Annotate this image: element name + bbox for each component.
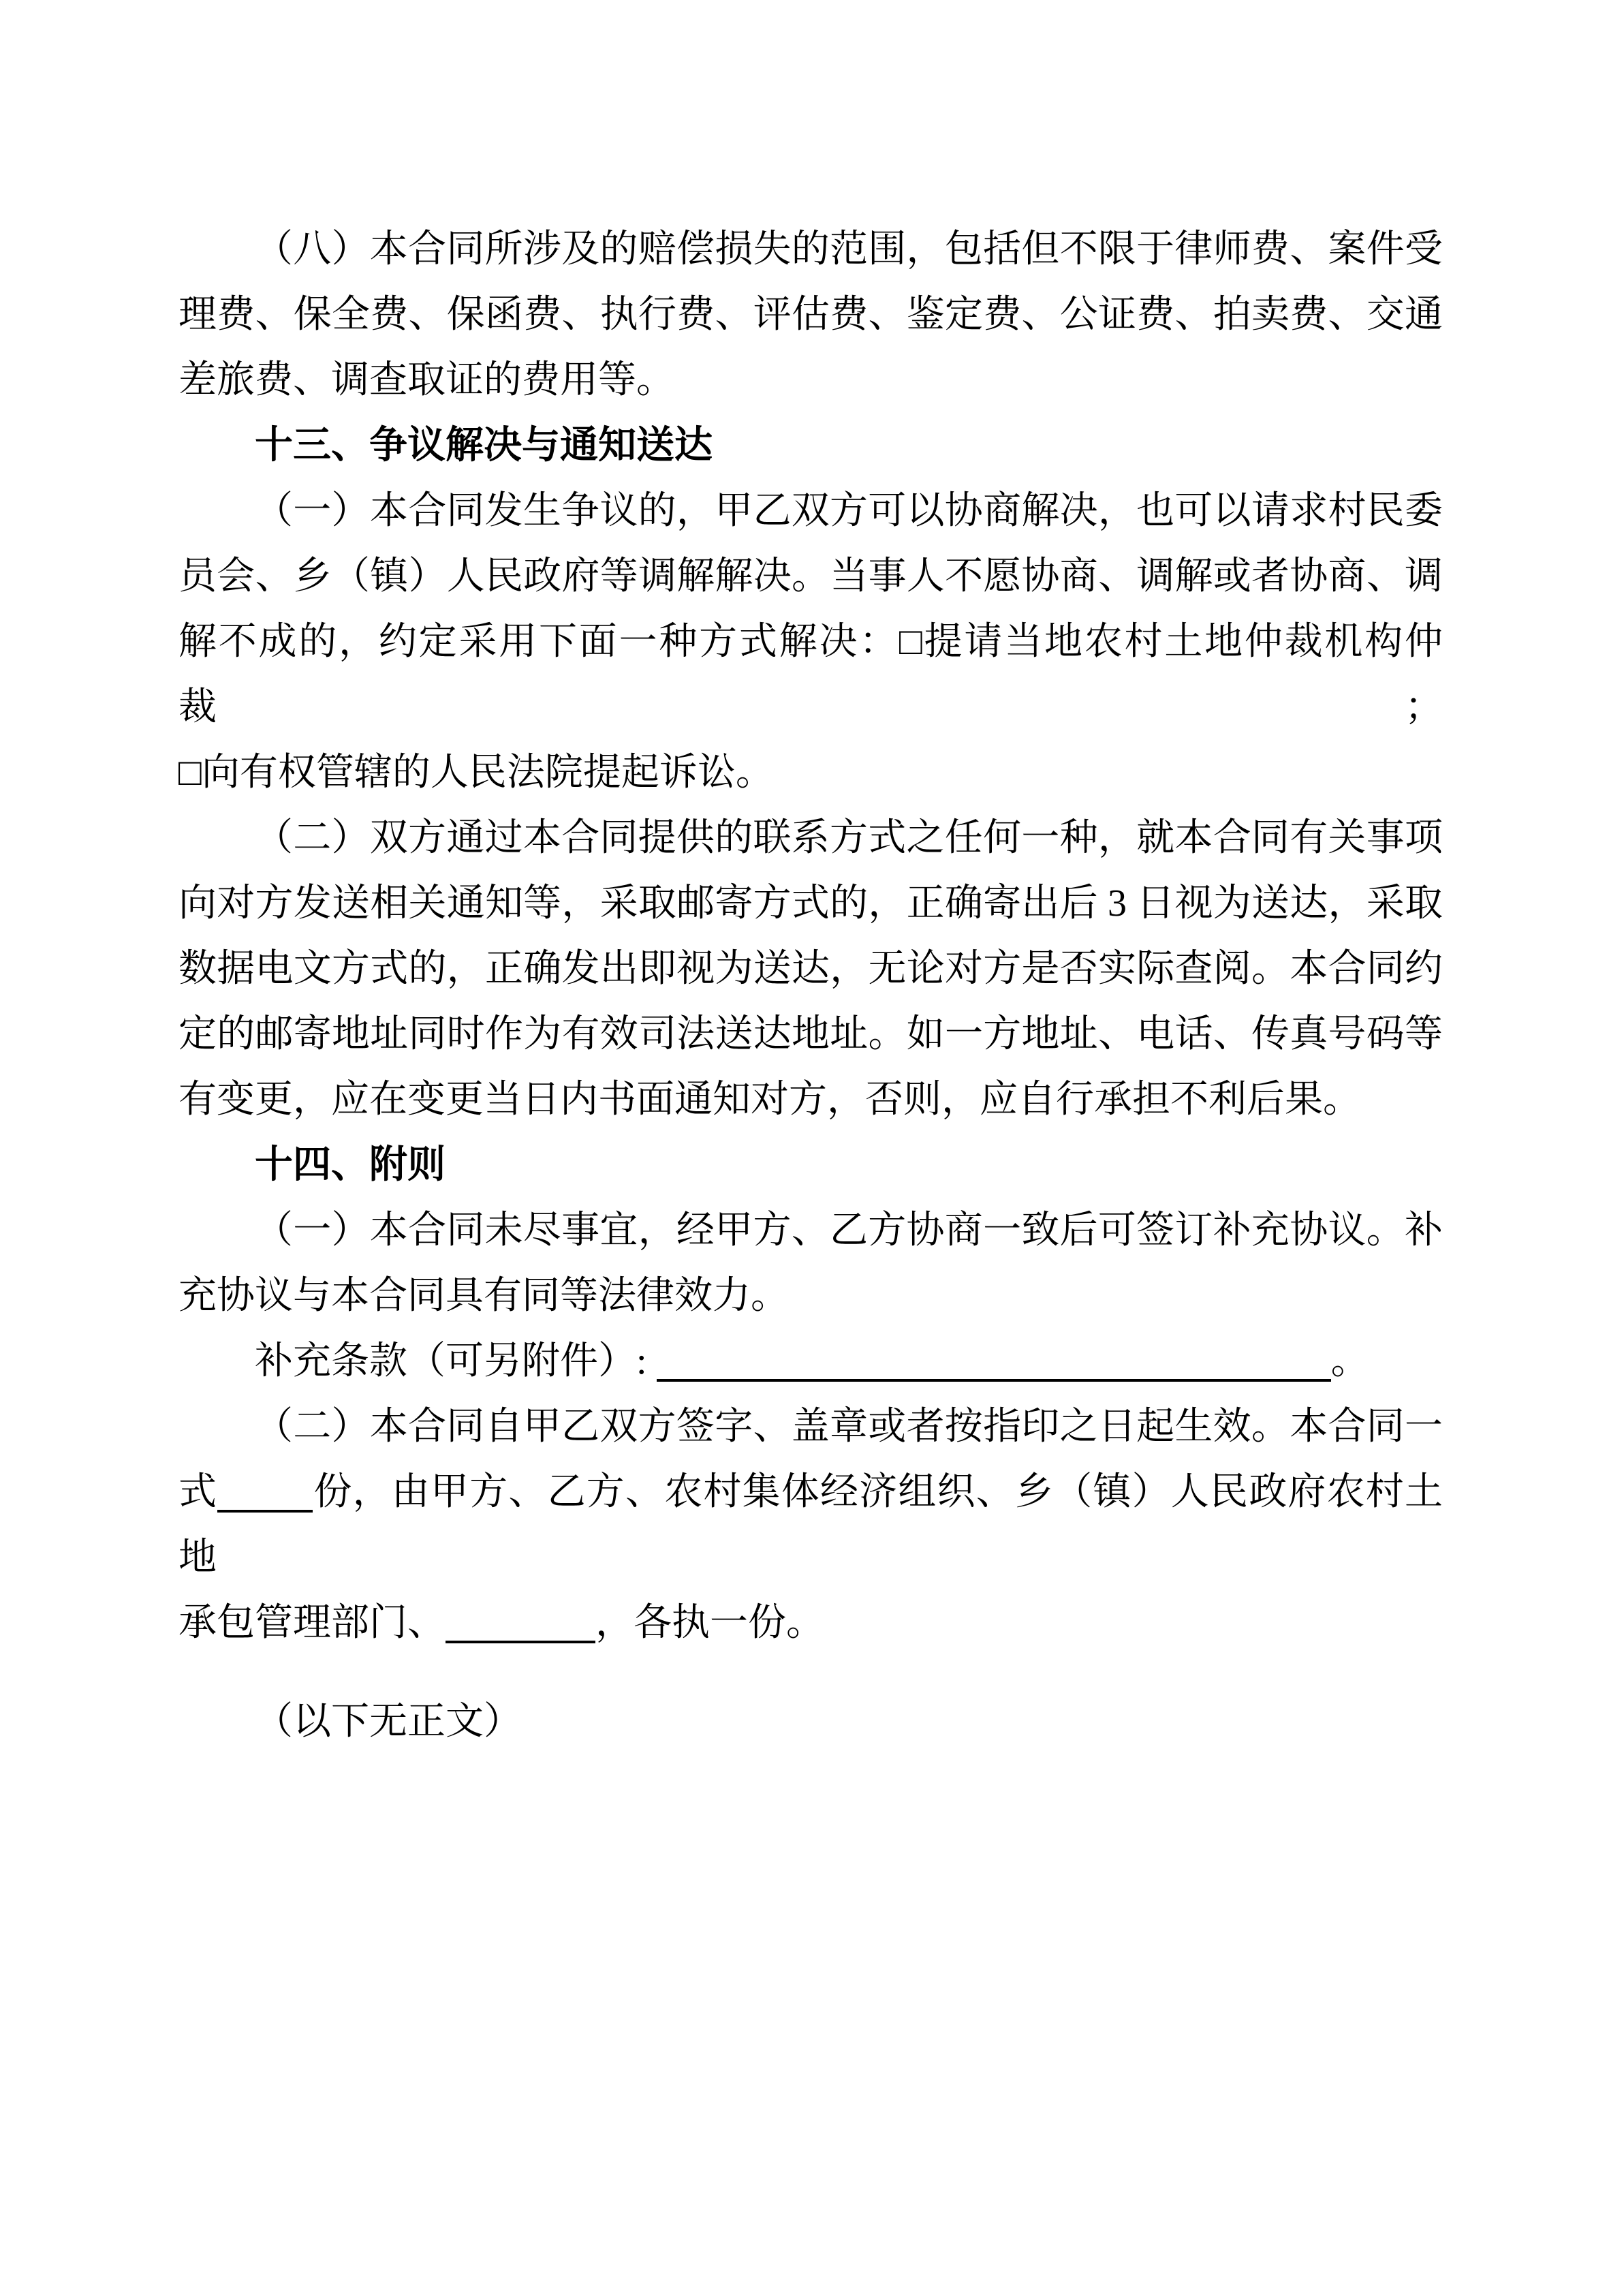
contract-text-line: 解不成的，约定采用下面一种方式解决：□提请当地农村土地仲裁机构仲裁； [178, 621, 1443, 728]
supplement-clause-blank-field[interactable] [657, 1352, 1331, 1382]
department-prefix: 承包管理部门、 [178, 1602, 446, 1644]
contract-text-line: 充协议与本合同具有同等法律效力。 [178, 1275, 789, 1317]
supplement-clause-label: 补充条款（可另附件）: [255, 1340, 657, 1382]
contract-text-line: 数据电文方式的，正确发出即视为送达，无论对方是否实际查阅。本合同约 [178, 948, 1443, 990]
contract-text-line: 差旅费、调查取证的费用等。 [178, 359, 674, 401]
contract-text-line: 向对方发送相关通知等，采取邮寄方式的，正确寄出后 3 日视为送达，采取 [178, 882, 1443, 925]
contract-text-line: □向有权管辖的人民法院提起诉讼。 [178, 751, 774, 794]
blank-line-spacer [178, 1656, 1443, 1689]
copies-count-line [178, 1459, 1443, 1590]
contract-text-block [178, 217, 1443, 1754]
contract-text-line: （二）双方通过本合同提供的联系方式之任何一种，就本合同有关事项 [255, 817, 1443, 859]
copies-count-suffix: 份，由甲方、乙方、农村集体经济组织、乡（镇）人民政府农村土地 [178, 1471, 1443, 1579]
copies-count-blank-field[interactable] [217, 1483, 313, 1513]
contract-text-line: （二）本合同自甲乙双方签字、盖章或者按指印之日起生效。本合同一 [255, 1406, 1443, 1448]
supplement-clause-line [178, 1329, 1443, 1394]
contract-text-line: 定的邮寄地址同时作为有效司法送达地址。如一方地址、电话、传真号码等 [178, 1013, 1443, 1055]
section-fourteen-heading: 十四、附则 [255, 1143, 446, 1187]
end-of-text-notice: （以下无正文） [255, 1701, 522, 1743]
department-line [178, 1590, 1443, 1656]
contract-text-line: 理费、保全费、保函费、执行费、评估费、鉴定费、公证费、拍卖费、交通 [178, 294, 1443, 336]
contract-text-line: （一）本合同未尽事宜，经甲方、乙方协商一致后可签订补充协议。补 [255, 1209, 1443, 1252]
department-suffix: ，各执一份。 [595, 1602, 824, 1644]
contract-text-line: 有变更，应在变更当日内书面通知对方，否则，应自行承担不利后果。 [178, 1079, 1361, 1121]
section-thirteen-heading: 十三、争议解决与通知送达 [255, 423, 713, 467]
contract-text-line: （八）本合同所涉及的赔偿损失的范围，包括但不限于律师费、案件受 [255, 228, 1443, 270]
department-name-blank-field[interactable] [446, 1613, 595, 1643]
supplement-clause-period: 。 [1330, 1340, 1369, 1382]
contract-text-line: 员会、乡（镇）人民政府等调解解决。当事人不愿协商、调解或者协商、调 [178, 555, 1443, 598]
contract-text-line: （一）本合同发生争议的，甲乙双方可以协商解决，也可以请求村民委 [255, 490, 1443, 532]
copies-count-prefix: 式 [178, 1471, 218, 1513]
